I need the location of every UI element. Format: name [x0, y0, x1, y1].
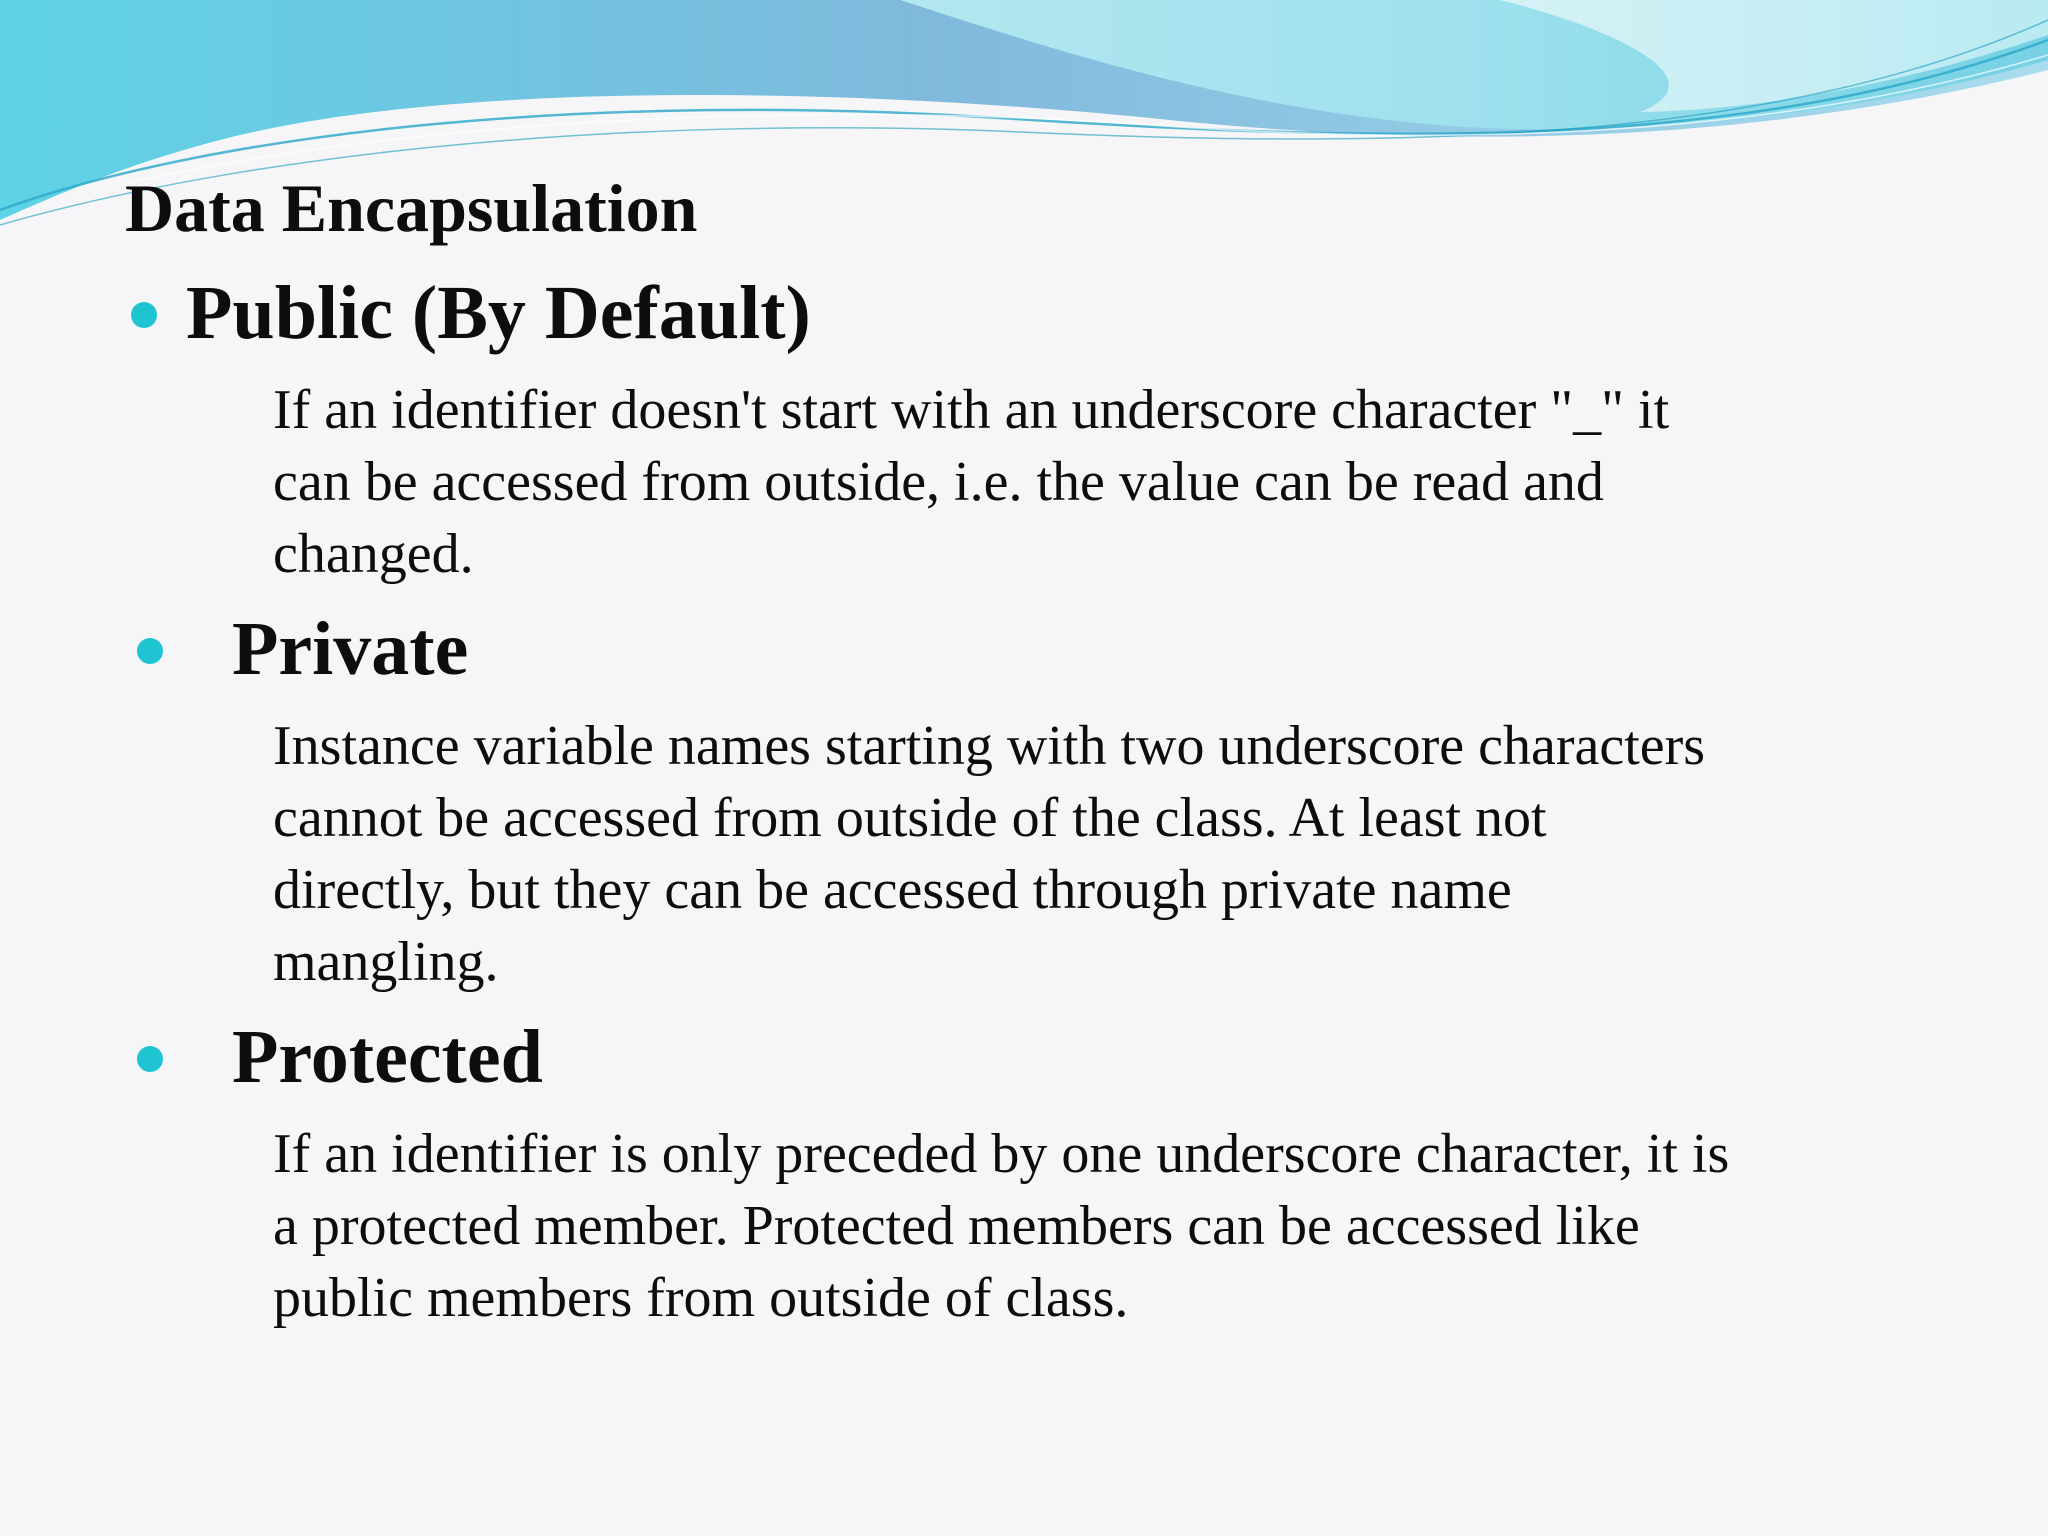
bullet-heading-public: Public (By Default)	[186, 271, 811, 355]
bullet-body-private	[273, 710, 1705, 998]
body-line: public members from outside of class.	[273, 1267, 1129, 1329]
body-line: directly, but they can be accessed through private name	[273, 859, 1512, 921]
body-line: changed.	[273, 523, 474, 585]
body-line: cannot be accessed from outside of the class. At least not	[273, 787, 1547, 849]
body-line: mangling.	[273, 931, 499, 993]
body-line: If an identifier doesn't start with an underscore character "_" it	[273, 379, 1670, 441]
body-line: Instance variable names starting with two underscore characters	[273, 715, 1706, 777]
bullet-dot-private	[137, 638, 163, 664]
bullet-dot-protected	[137, 1046, 163, 1072]
body-line: a protected member. Protected members can be accessed like	[273, 1195, 1640, 1257]
bullet-body-protected	[273, 1118, 1729, 1334]
body-line: If an identifier is only preceded by one underscore character, it is	[273, 1123, 1730, 1185]
bullet-heading-protected: Protected	[232, 1015, 543, 1099]
body-line: can be accessed from outside, i.e. the value can be read and	[273, 451, 1604, 513]
slide-title: Data Encapsulation	[125, 170, 698, 246]
bullet-body-public	[273, 374, 1669, 590]
bullet-dot-public	[131, 302, 157, 328]
bullet-heading-private: Private	[232, 607, 469, 691]
